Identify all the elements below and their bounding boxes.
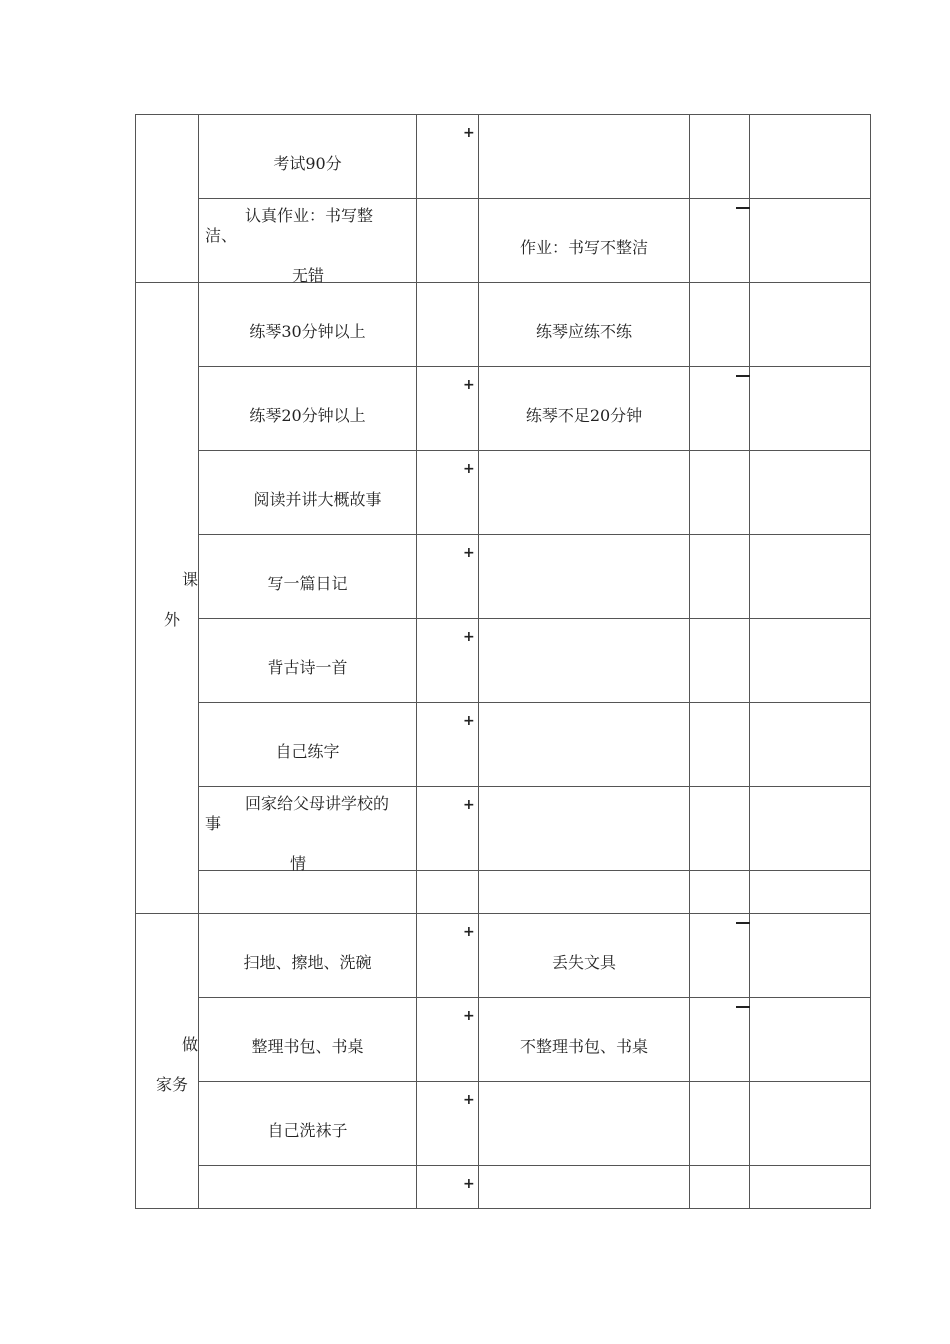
good-behavior-text: 练琴30分钟以上 (249, 322, 366, 341)
minus-mark (736, 207, 750, 209)
good-behavior-text: 整理书包、书桌 (251, 1037, 364, 1056)
plus-cell (417, 703, 479, 787)
good-behavior-cell (199, 703, 417, 787)
plus-cell (417, 998, 479, 1082)
minus-cell (690, 914, 750, 998)
plus-mark: + (463, 924, 475, 940)
good-behavior-text: 自己练字 (275, 742, 340, 761)
table-row (136, 998, 871, 1082)
plus-mark: + (463, 629, 475, 645)
plus-mark: + (463, 125, 475, 141)
bad-behavior-cell (479, 871, 690, 914)
plus-cell (417, 283, 479, 367)
plus-mark: + (463, 713, 475, 729)
minus-cell (690, 1166, 750, 1209)
good-behavior-cell (199, 998, 417, 1082)
good-behavior-cell (199, 1166, 417, 1209)
table-row (136, 115, 871, 199)
good-behavior-text: 练琴20分钟以上 (249, 406, 366, 425)
minus-cell (690, 998, 750, 1082)
score-cell (750, 998, 871, 1082)
bad-behavior-text: 不整理书包、书桌 (519, 1037, 648, 1056)
bad-behavior-cell (479, 619, 690, 703)
good-behavior-text: 自己洗袜子 (267, 1121, 348, 1140)
score-cell (750, 1166, 871, 1209)
plus-mark: + (463, 1092, 475, 1108)
category-label-line1: 做 (182, 1035, 199, 1054)
category-label-line2: 外 (164, 610, 181, 629)
category-cell-study (136, 115, 199, 283)
bad-behavior-text: 练琴应练不练 (535, 322, 632, 341)
plus-cell (417, 1166, 479, 1209)
good-behavior-text-line3: 情 (289, 854, 306, 873)
bad-behavior-text: 作业：书写不整洁 (519, 238, 648, 257)
good-behavior-cell (199, 619, 417, 703)
bad-behavior-cell (479, 367, 690, 451)
bad-behavior-text: 丢失文具 (551, 953, 616, 972)
plus-cell (417, 115, 479, 199)
score-cell (750, 703, 871, 787)
good-behavior-cell (199, 199, 417, 283)
good-behavior-text-line1: 认真作业：书写整 (245, 206, 374, 225)
good-behavior-text: 背古诗一首 (267, 658, 348, 677)
table-row (136, 451, 871, 535)
plus-mark: + (463, 461, 475, 477)
bad-behavior-cell (479, 914, 690, 998)
score-cell (750, 451, 871, 535)
bad-behavior-cell (479, 703, 690, 787)
bad-behavior-text: 练琴不足20分钟 (525, 406, 643, 425)
table-row (136, 1166, 871, 1209)
minus-mark (736, 922, 750, 924)
table-row (136, 1082, 871, 1166)
good-behavior-text: 写一篇日记 (267, 574, 348, 593)
good-behavior-cell (199, 871, 417, 914)
category-label-line2: 家务 (156, 1075, 189, 1094)
plus-cell (417, 787, 479, 871)
score-cell (750, 283, 871, 367)
table-row (136, 535, 871, 619)
plus-cell (417, 535, 479, 619)
minus-cell (690, 115, 750, 199)
good-behavior-cell (199, 367, 417, 451)
bad-behavior-cell (479, 115, 690, 199)
good-behavior-text-line3: 无错 (291, 266, 324, 285)
good-behavior-cell (199, 451, 417, 535)
category-cell-extracurricular (136, 283, 199, 914)
minus-cell (690, 787, 750, 871)
plus-cell (417, 367, 479, 451)
bad-behavior-cell (479, 451, 690, 535)
plus-cell (417, 1082, 479, 1166)
minus-cell (690, 1082, 750, 1166)
good-behavior-cell (199, 1082, 417, 1166)
plus-mark: + (463, 797, 475, 813)
bad-behavior-cell (479, 199, 690, 283)
score-cell (750, 535, 871, 619)
score-cell (750, 367, 871, 451)
minus-cell (690, 871, 750, 914)
bad-behavior-cell (479, 1082, 690, 1166)
plus-mark: + (463, 1176, 475, 1192)
table-row (136, 871, 871, 914)
table-row (136, 914, 871, 998)
bad-behavior-cell (479, 1166, 690, 1209)
good-behavior-cell (199, 283, 417, 367)
bad-behavior-cell (479, 998, 690, 1082)
table-row (136, 787, 871, 871)
table-row (136, 367, 871, 451)
good-behavior-text: 考试90分 (273, 154, 342, 173)
good-behavior-text: 扫地、擦地、洗碗 (243, 953, 372, 972)
minus-cell (690, 199, 750, 283)
good-behavior-text-line2: 洁、 (205, 226, 238, 245)
score-cell (750, 619, 871, 703)
minus-cell (690, 619, 750, 703)
minus-mark (736, 1006, 750, 1008)
good-behavior-text-line2: 事 (205, 814, 222, 833)
minus-cell (690, 367, 750, 451)
table-row (136, 703, 871, 787)
plus-cell (417, 871, 479, 914)
minus-cell (690, 451, 750, 535)
bad-behavior-cell (479, 787, 690, 871)
table-row (136, 283, 871, 367)
plus-mark: + (463, 377, 475, 393)
plus-cell (417, 199, 479, 283)
score-cell (750, 787, 871, 871)
reward-chart-table (135, 114, 871, 1209)
good-behavior-cell (199, 914, 417, 998)
score-cell (750, 871, 871, 914)
minus-cell (690, 283, 750, 367)
score-cell (750, 115, 871, 199)
score-cell (750, 199, 871, 283)
plus-mark: + (463, 1008, 475, 1024)
bad-behavior-cell (479, 535, 690, 619)
score-cell (750, 914, 871, 998)
category-label-line1: 课 (182, 570, 199, 589)
good-behavior-cell (199, 115, 417, 199)
minus-cell (690, 535, 750, 619)
good-behavior-cell (199, 535, 417, 619)
good-behavior-text: 阅读并讲大概故事 (253, 490, 382, 509)
bad-behavior-cell (479, 283, 690, 367)
plus-mark: + (463, 545, 475, 561)
category-cell-housework (136, 914, 199, 1209)
good-behavior-text-line1: 回家给父母讲学校的 (245, 794, 390, 813)
minus-cell (690, 703, 750, 787)
good-behavior-cell (199, 787, 417, 871)
plus-cell (417, 619, 479, 703)
plus-cell (417, 914, 479, 998)
plus-cell (417, 451, 479, 535)
table-row (136, 619, 871, 703)
score-cell (750, 1082, 871, 1166)
minus-mark (736, 375, 750, 377)
table-row (136, 199, 871, 283)
